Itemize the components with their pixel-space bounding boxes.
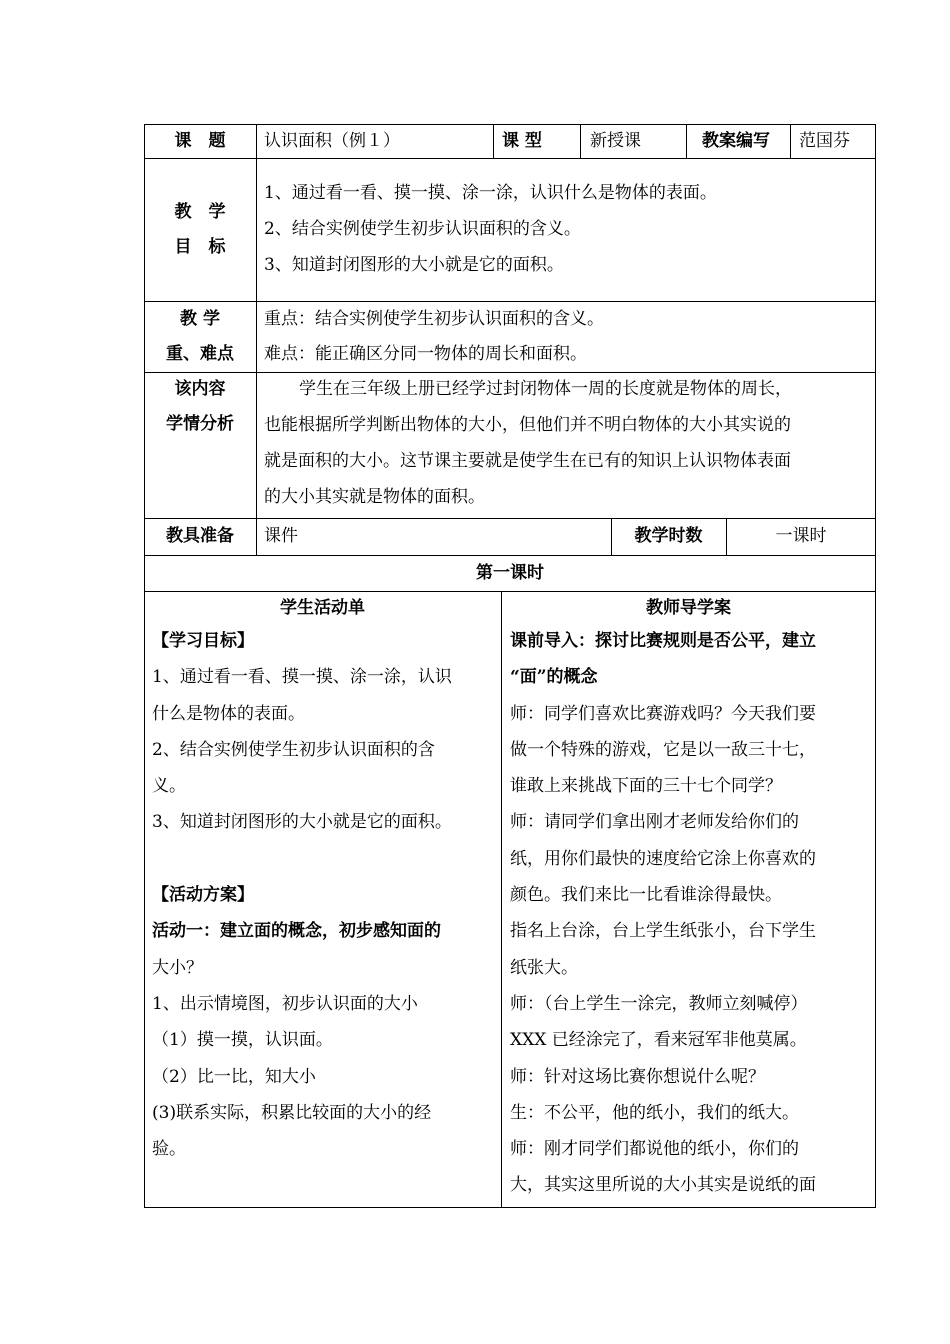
goal-item: 2、结合实例使学生初步认识面积的含义。 [264,219,581,239]
tools-label: 教具准备 [166,526,234,546]
teacher-line: XXX 已经涂完了，看来冠军非他莫属。 [510,1030,807,1051]
teacher-line: 纸，用你们最快的速度给它涂上你喜欢的 [510,848,816,869]
student-line: 1、通过看一看、摸一摸、涂一涂，认识 [152,667,452,688]
teacher-line: 师：针对这场比赛你想说什么呢？ [510,1066,765,1087]
keypoints-label-line1: 教 学 [180,309,220,329]
column-divider [493,124,494,158]
teacher-column-title: 教师导学案 [646,598,731,618]
student-line: 3、知道封闭图形的大小就是它的面积。 [152,812,452,833]
student-line: (3)联系实际，积累比较面的大小的经 [152,1102,432,1123]
key-point: 重点：结合实例使学生初步认识面积的含义。 [264,309,604,329]
difficult-point: 难点：能正确区分同一物体的周长和面积。 [264,344,587,364]
hours-value: 一课时 [775,526,827,546]
student-line: 什么是物体的表面。 [152,703,305,724]
analysis-line: 的大小其实就是物体的面积。 [264,487,485,507]
student-line: 2、结合实例使学生初步认识面积的含 [152,739,435,760]
teacher-line: 生：不公平，他的纸小，我们的纸大。 [510,1102,799,1123]
student-line: （2）比一比，知大小 [152,1066,316,1087]
teacher-line: 纸张大。 [510,957,578,978]
analysis-line: 也能根据所学判断出物体的大小，但他们并不明白物体的大小其实说的 [264,415,791,435]
author-label: 教案编写 [702,131,770,151]
student-column-title: 学生活动单 [280,598,365,618]
teacher-line: 谁敢上来挑战下面的三十七个同学？ [510,776,782,797]
type-label: 课 型 [502,131,542,151]
teacher-line: 师：（台上学生一涂完，教师立刻喊停） [510,993,808,1014]
student-line: 【学习目标】 [152,631,254,651]
analysis-label-line1: 该内容 [174,379,226,399]
teacher-line: 大，其实这里所说的大小其实是说纸的面 [510,1175,816,1196]
keypoints-label-line2: 重、难点 [166,344,234,364]
teacher-line: 颜色。我们来比一比看谁涂得最快。 [510,885,782,906]
column-divider [580,124,581,158]
student-line: 验。 [152,1139,186,1160]
column-divider [790,124,791,158]
student-line [152,841,452,877]
teacher-line: 指名上台涂，台上学生纸张小，台下学生 [510,921,816,942]
goals-label-line1: 教 学 [174,202,226,222]
teacher-line: “面”的概念 [510,667,598,688]
column-divider [501,591,502,1208]
student-activity-list [152,623,452,1167]
goals-label-line2: 目 标 [174,237,226,257]
teacher-line: 做一个特殊的游戏，它是以一敌三十七， [510,739,816,760]
teacher-line: 师：同学们喜欢比赛游戏吗？今天我们要 [510,703,816,724]
student-line: 活动一：建立面的概念，初步感知面的 [152,921,441,942]
student-line: （1）摸一摸，认识面。 [152,1030,333,1051]
section-title: 第一课时 [476,563,544,583]
column-divider [256,124,257,555]
goal-item: 3、知道封闭图形的大小就是它的面积。 [264,255,564,275]
analysis-line: 就是面积的大小。这节课主要就是使学生在已有的知识上认识物体表面 [264,451,791,471]
type-value: 新授课 [590,131,641,151]
teacher-line: 课前导入：探讨比赛规则是否公平，建立 [510,631,816,651]
lesson-label: 课 题 [174,131,226,151]
column-divider [686,124,687,158]
teacher-guide-list [510,623,816,1204]
student-line: 大小？ [152,957,203,978]
lesson-value: 认识面积（例１） [264,131,400,151]
tools-value: 课件 [264,526,298,546]
teacher-line: 师：请同学们拿出刚才老师发给你们的 [510,812,799,833]
analysis-label-line2: 学情分析 [166,414,234,434]
student-line: 1、出示情境图，初步认识面的大小 [152,993,418,1014]
author-value: 范国芬 [799,131,850,151]
teacher-line: 师：刚才同学们都说他的纸小，你们的 [510,1139,799,1160]
analysis-line: 学生在三年级上册已经学过封闭物体一周的长度就是物体的周长， [299,379,792,399]
hours-label: 教学时数 [634,526,703,546]
student-line: 【活动方案】 [152,885,254,906]
goal-item: 1、通过看一看、摸一摸、涂一涂，认识什么是物体的表面。 [264,183,717,203]
student-line: 义。 [152,776,186,797]
